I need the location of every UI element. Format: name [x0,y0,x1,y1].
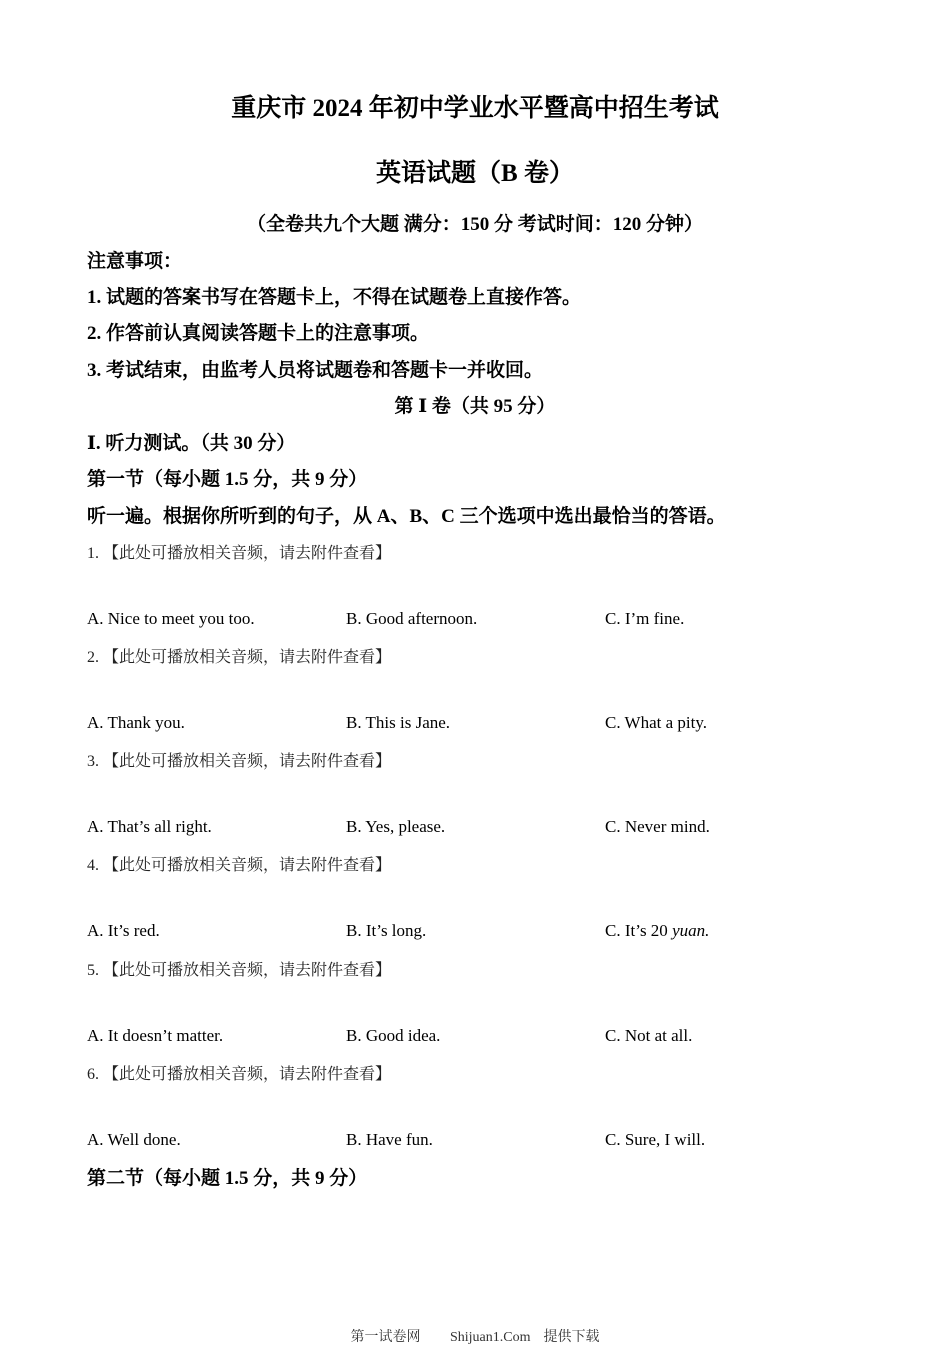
notice-heading: 注意事项： [87,251,183,272]
option-c-text: C. Not at all. [605,1026,693,1045]
option-c [605,921,709,941]
page-footer [0,1326,950,1346]
option-c-text: C. What a pity. [605,713,707,732]
section-title: Ⅰ. 听力测试。（共 30 分） [87,433,296,454]
option-c [605,609,684,629]
option-b: B. Have fun. [346,1130,433,1149]
option-c-italic: yuan. [672,921,710,940]
question-prompt: 6. 【此处可播放相关音频，请去附件查看】 [87,1066,392,1083]
option-b: B. It’s long. [346,921,427,940]
question-prompt: 1. 【此处可播放相关音频，请去附件查看】 [87,545,392,562]
option-b: B. This is Jane. [346,713,451,732]
option-b: B. Yes, please. [346,817,446,836]
option-c [605,713,707,733]
part-title: 第 Ⅰ 卷（共 95 分） [394,396,556,417]
exam-info: （全卷共九个大题 满分：150 分 考试时间：120 分钟） [246,214,703,235]
option-c [605,1130,705,1150]
option-b: B. Good afternoon. [346,609,478,628]
option-b: B. Good idea. [346,1026,441,1045]
option-a: A. Nice to meet you too. [87,609,255,628]
subsection-title: 第一节（每小题 1.5 分，共 9 分） [87,469,368,490]
instruction: 听一遍。根据你所听到的句子，从 A、B、C 三个选项中选出最恰当的答语。 [87,506,726,527]
notice-item: 1. 试题的答案书写在答题卡上，不得在试题卷上直接作答。 [87,287,582,308]
notice-item: 2. 作答前认真阅读答题卡上的注意事项。 [87,323,430,344]
exam-subtitle: 英语试题（B 卷） [376,160,574,187]
option-a: A. Well done. [87,1130,181,1149]
option-c-text: C. It’s 20 [605,921,673,940]
notice-item: 3. 考试结束，由监考人员将试题卷和答题卡一并收回。 [87,360,544,381]
question-prompt: 5. 【此处可播放相关音频，请去附件查看】 [87,962,392,979]
option-a: A. Thank you. [87,713,185,732]
footer-note: 提供下载 [543,1330,600,1345]
option-a: A. That’s all right. [87,817,212,836]
subsection-title: 第二节（每小题 1.5 分，共 9 分） [87,1168,368,1189]
option-c-text: C. Never mind. [605,817,710,836]
question-prompt: 3. 【此处可播放相关音频，请去附件查看】 [87,753,392,770]
exam-title: 重庆市 2024 年初中学业水平暨高中招生考试 [231,95,719,122]
option-c-text: C. I’m fine. [605,609,685,628]
option-a: A. It’s red. [87,921,160,940]
question-prompt: 2. 【此处可播放相关音频，请去附件查看】 [87,649,392,666]
footer-site-en: Shijuan1.Com [449,1330,531,1345]
option-c-text: C. Sure, I will. [605,1130,706,1149]
option-a: A. It doesn’t matter. [87,1026,224,1045]
option-c [605,817,710,837]
option-c [605,1026,692,1046]
footer-site-cn: 第一试卷网 [350,1330,421,1345]
question-prompt: 4. 【此处可播放相关音频，请去附件查看】 [87,857,392,874]
